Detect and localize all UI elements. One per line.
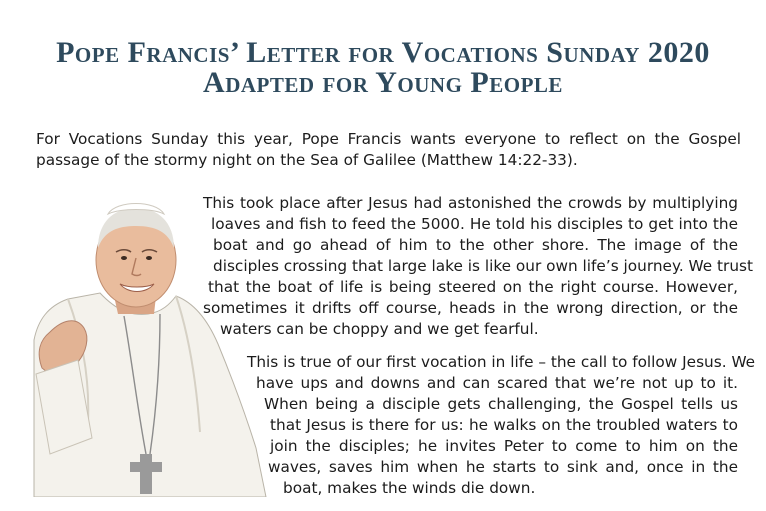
page-title-line-1: Pope Francis’ Letter for Vocations Sunday 2020 (56, 36, 710, 69)
paragraph-one-line: This took place after Jesus had astonished the crowds by multiplying (203, 194, 738, 212)
paragraph-two-line: waves, saves him when he starts to sink and, once in the (268, 458, 738, 476)
paragraph-two-line: When being a disciple gets challenging, the Gospel tells us (264, 395, 738, 413)
paragraph-two-line: have ups and downs and can scared that we’re not up to it. (256, 374, 738, 392)
paragraph-one-line: sometimes it drifts off course, heads in the wrong direction, or the (203, 299, 738, 317)
paragraph-two-line: that Jesus is there for us: he walks on the troubled waters to (270, 416, 738, 434)
paragraph-one-line: loaves and fish to feed the 5000. He told his disciples to get into the (211, 215, 738, 233)
paragraph-one-line: disciples crossing that large lake is like our own life’s journey. We trust (213, 257, 754, 275)
paragraph-two-line: This is true of our first vocation in life – the call to follow Jesus. We (247, 353, 756, 371)
paragraph-one-line: that the boat of life is being steered on the right course. However, (208, 278, 738, 296)
page-subtitle: Adapted for Young People (203, 66, 563, 99)
paragraph-one-line: boat and go ahead of him to the other shore. The image of the (213, 236, 738, 254)
paragraph-one-line: waters can be choppy and we get fearful. (220, 320, 539, 338)
paragraph-two-line: boat, makes the winds die down. (283, 479, 536, 497)
intro-paragraph: For Vocations Sunday this year, Pope Francis wants everyone to reflect on the Gospel passage of the stormy night on the Sea of Galilee (Matthew 14:22-33). (36, 130, 741, 169)
paragraph-two-line: join the disciples; he invites Peter to come to him on the (270, 437, 738, 455)
